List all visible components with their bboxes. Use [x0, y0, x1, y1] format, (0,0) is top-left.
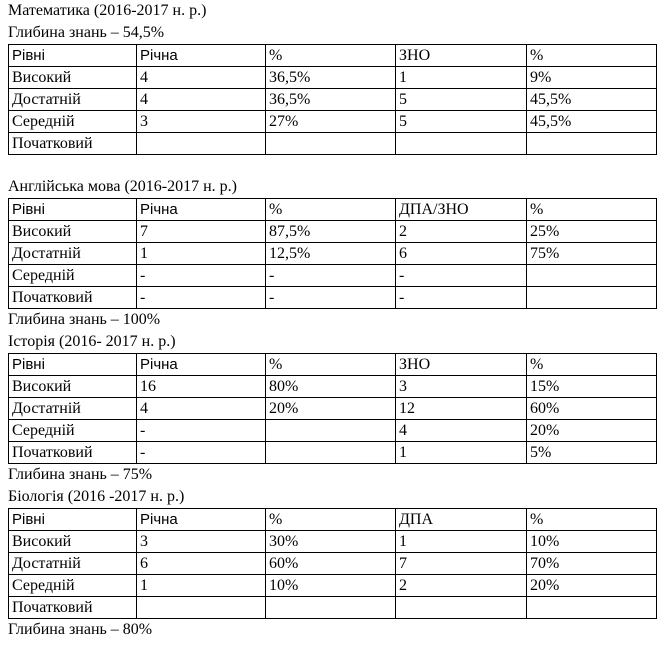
- header-annual: Річна: [137, 199, 266, 221]
- table-row: [9, 376, 657, 398]
- table-row: [9, 420, 657, 442]
- table-row: [9, 531, 657, 553]
- knowledge-depth-math: Глибина знань – 54,5%: [8, 24, 165, 41]
- annual-percent-cell: 30%: [266, 531, 396, 553]
- header-levels: Рівні: [9, 45, 137, 67]
- annual-cell: -: [137, 265, 266, 287]
- exam-cell: 2: [396, 221, 527, 243]
- header-percent: %: [266, 199, 396, 221]
- annual-percent-cell: 87,5%: [266, 221, 396, 243]
- section-title-english: Англійська мова (2016-2017 н. р.): [8, 178, 238, 195]
- annual-cell: 3: [137, 531, 266, 553]
- table-row: [9, 133, 657, 155]
- table-header-row: [9, 354, 657, 376]
- exam-cell: 1: [396, 531, 527, 553]
- annual-percent-cell: -: [266, 287, 396, 309]
- annual-percent-cell: [266, 133, 396, 155]
- table-row: [9, 67, 657, 89]
- exam-percent-cell: 60%: [527, 398, 657, 420]
- annual-percent-cell: 20%: [266, 398, 396, 420]
- annual-cell: [137, 597, 266, 619]
- header-annual: Річна: [137, 45, 266, 67]
- exam-percent-cell: 10%: [527, 531, 657, 553]
- exam-percent-cell: 9%: [527, 67, 657, 89]
- table-row: [9, 398, 657, 420]
- annual-percent-cell: -: [266, 265, 396, 287]
- table-row: [9, 111, 657, 133]
- exam-cell: 1: [396, 67, 527, 89]
- exam-cell: 3: [396, 376, 527, 398]
- exam-percent-cell: 15%: [527, 376, 657, 398]
- header-levels: Рівні: [9, 354, 137, 376]
- header-levels: Рівні: [9, 199, 137, 221]
- table-row: [9, 221, 657, 243]
- annual-cell: 16: [137, 376, 266, 398]
- exam-percent-cell: [527, 133, 657, 155]
- table-row: [9, 442, 657, 464]
- level-cell: Достатній: [9, 398, 137, 420]
- annual-percent-cell: 12,5%: [266, 243, 396, 265]
- table-row: [9, 553, 657, 575]
- exam-cell: 6: [396, 243, 527, 265]
- annual-percent-cell: 36,5%: [266, 89, 396, 111]
- level-cell: Початковий: [9, 133, 137, 155]
- annual-percent-cell: [266, 442, 396, 464]
- section-title-math: Математика (2016-2017 н. р.): [8, 2, 207, 19]
- header-percent: %: [266, 509, 396, 531]
- exam-cell: 2: [396, 575, 527, 597]
- exam-cell: [396, 133, 527, 155]
- document: [8, 0, 656, 641]
- header-exam: ЗНО: [396, 354, 527, 376]
- level-cell: Високий: [9, 221, 137, 243]
- table-header-row: [9, 509, 657, 531]
- table-row: [9, 243, 657, 265]
- annual-cell: 6: [137, 553, 266, 575]
- annual-percent-cell: 80%: [266, 376, 396, 398]
- annual-percent-cell: 27%: [266, 111, 396, 133]
- table-header-row: [9, 199, 657, 221]
- header-annual: Річна: [137, 509, 266, 531]
- level-cell: Достатній: [9, 89, 137, 111]
- annual-cell: 4: [137, 89, 266, 111]
- header-percent: %: [527, 354, 657, 376]
- level-cell: Початковий: [9, 597, 137, 619]
- annual-percent-cell: 60%: [266, 553, 396, 575]
- annual-cell: -: [137, 287, 266, 309]
- level-cell: Середній: [9, 265, 137, 287]
- level-cell: Середній: [9, 111, 137, 133]
- exam-percent-cell: 20%: [527, 575, 657, 597]
- table-biology: [8, 508, 657, 619]
- level-cell: Високий: [9, 531, 137, 553]
- section-title-history: Історія (2016- 2017 н. р.): [8, 333, 176, 350]
- annual-cell: -: [137, 442, 266, 464]
- table-row: [9, 287, 657, 309]
- exam-percent-cell: [527, 265, 657, 287]
- exam-cell: 1: [396, 442, 527, 464]
- blank-line: [8, 155, 656, 176]
- exam-percent-cell: 45,5%: [527, 111, 657, 133]
- header-levels: Рівні: [9, 509, 137, 531]
- exam-percent-cell: 75%: [527, 243, 657, 265]
- level-cell: Достатній: [9, 243, 137, 265]
- annual-cell: 7: [137, 221, 266, 243]
- header-annual: Річна: [137, 354, 266, 376]
- table-english: [8, 198, 657, 309]
- exam-cell: 12: [396, 398, 527, 420]
- exam-cell: -: [396, 265, 527, 287]
- exam-percent-cell: [527, 287, 657, 309]
- annual-cell: 1: [137, 575, 266, 597]
- table-history: [8, 353, 657, 464]
- annual-percent-cell: [266, 597, 396, 619]
- knowledge-depth-history: Глибина знань – 75%: [8, 466, 153, 483]
- level-cell: Високий: [9, 67, 137, 89]
- level-cell: Високий: [9, 376, 137, 398]
- annual-cell: -: [137, 420, 266, 442]
- header-percent: %: [266, 354, 396, 376]
- exam-percent-cell: 20%: [527, 420, 657, 442]
- level-cell: Початковий: [9, 287, 137, 309]
- knowledge-depth-biology: Глибина знань – 80%: [8, 621, 153, 638]
- annual-cell: 3: [137, 111, 266, 133]
- table-row: [9, 89, 657, 111]
- annual-percent-cell: 36,5%: [266, 67, 396, 89]
- exam-percent-cell: 5%: [527, 442, 657, 464]
- table-math: [8, 44, 657, 155]
- header-percent: %: [527, 509, 657, 531]
- annual-cell: 4: [137, 67, 266, 89]
- exam-percent-cell: [527, 597, 657, 619]
- annual-percent-cell: [266, 420, 396, 442]
- annual-cell: [137, 133, 266, 155]
- exam-percent-cell: 25%: [527, 221, 657, 243]
- table-header-row: [9, 45, 657, 67]
- header-percent: %: [527, 45, 657, 67]
- exam-cell: -: [396, 287, 527, 309]
- knowledge-depth-english: Глибина знань – 100%: [8, 311, 161, 328]
- header-exam: ДПА/ЗНО: [396, 199, 527, 221]
- level-cell: Середній: [9, 420, 137, 442]
- level-cell: Середній: [9, 575, 137, 597]
- header-exam: ЗНО: [396, 45, 527, 67]
- table-row: [9, 265, 657, 287]
- exam-percent-cell: 70%: [527, 553, 657, 575]
- exam-cell: [396, 597, 527, 619]
- header-percent: %: [266, 45, 396, 67]
- level-cell: Достатній: [9, 553, 137, 575]
- annual-cell: 4: [137, 398, 266, 420]
- exam-percent-cell: 45,5%: [527, 89, 657, 111]
- exam-cell: 7: [396, 553, 527, 575]
- table-row: [9, 575, 657, 597]
- header-percent: %: [527, 199, 657, 221]
- annual-cell: 1: [137, 243, 266, 265]
- level-cell: Початковий: [9, 442, 137, 464]
- header-exam: ДПА: [396, 509, 527, 531]
- exam-cell: 4: [396, 420, 527, 442]
- exam-cell: 5: [396, 111, 527, 133]
- exam-cell: 5: [396, 89, 527, 111]
- table-row: [9, 597, 657, 619]
- annual-percent-cell: 10%: [266, 575, 396, 597]
- section-title-biology: Біологія (2016 -2017 н. р.): [8, 488, 185, 505]
